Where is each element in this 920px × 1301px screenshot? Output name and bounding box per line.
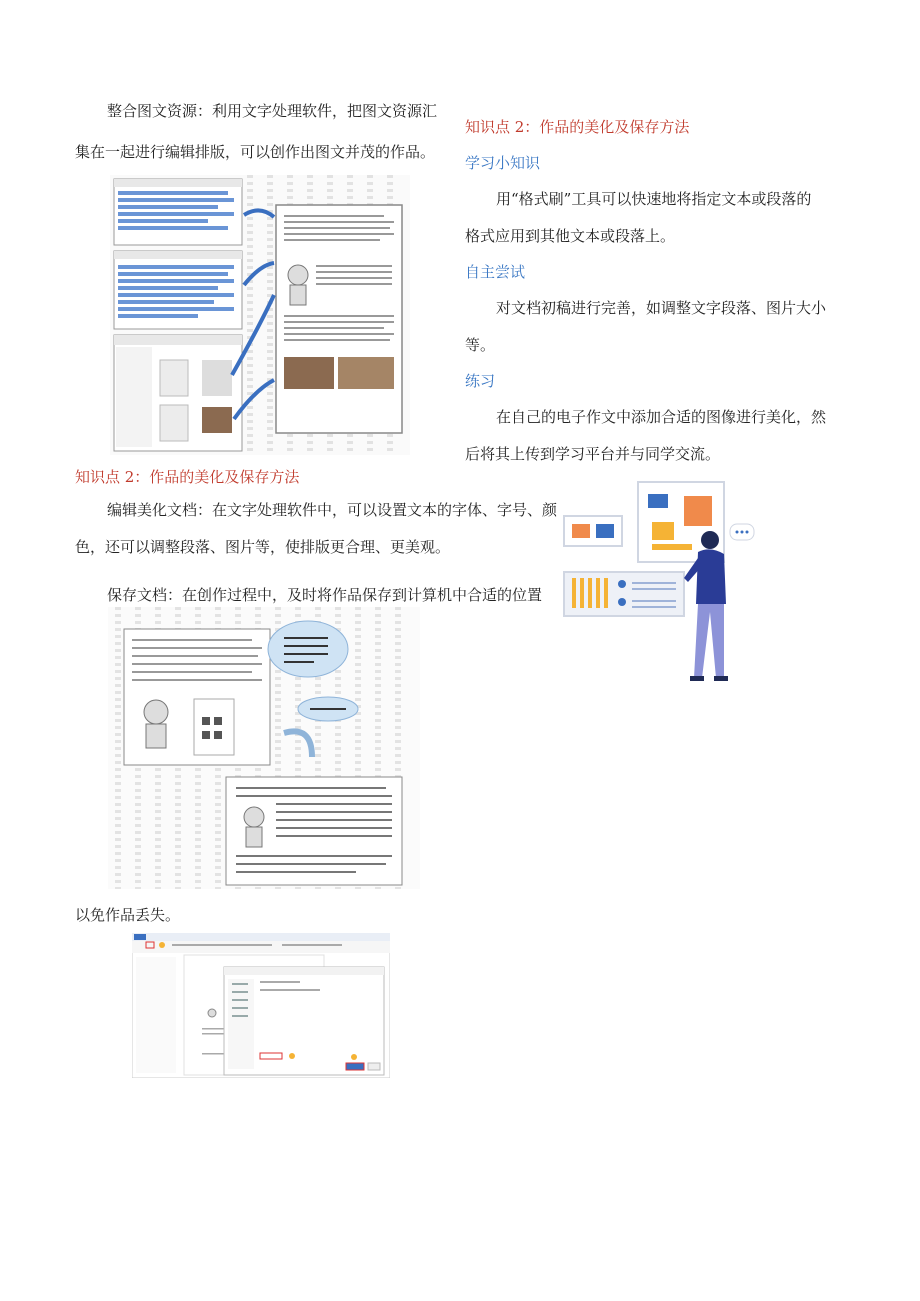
practice-line1: 在自己的电子作文中添加合适的图像进行美化，然 [496,408,827,426]
left-para1-line1: 整合图文资源：利用文字处理软件，把图文资源汇 [107,102,438,120]
left-para2-line1: 编辑美化文档：在文字处理软件中，可以设置文本的字体、字号、颜 [107,501,558,519]
try-line1: 对文档初稿进行完善，如调整文字段落、图片大小 [496,299,827,317]
try-title: 自主尝试 [465,263,526,281]
left-section-heading: 知识点 2：作品的美化及保存方法 [75,468,300,486]
tip-title: 学习小知识 [465,154,541,172]
figure-beautify-document [108,607,420,889]
left-para1-line2: 集在一起进行编辑排版，可以创作出图文并茂的作品。 [75,143,436,161]
figure-person-whiteboard-illustration [560,478,760,690]
left-para3-line1: 保存文档：在创作过程中，及时将作品保存到计算机中合适的位置 [107,586,543,604]
try-line2: 等。 [465,336,496,354]
figure-save-dialog-screenshot [132,933,390,1078]
tip-line2: 格式应用到其他文本或段落上。 [465,227,676,245]
tip-line1: 用“格式刷”工具可以快速地将指定文本或段落的 [496,190,812,208]
right-section-heading: 知识点 2：作品的美化及保存方法 [465,118,690,136]
left-para2-line2: 色，还可以调整段落、图片等，使排版更合理、更美观。 [75,538,451,556]
left-para3-line2: 以免作品丢失。 [75,906,181,924]
practice-title: 练习 [465,372,496,390]
figure-integrate-resources [110,175,410,455]
practice-line2: 后将其上传到学习平台并与同学交流。 [465,445,721,463]
